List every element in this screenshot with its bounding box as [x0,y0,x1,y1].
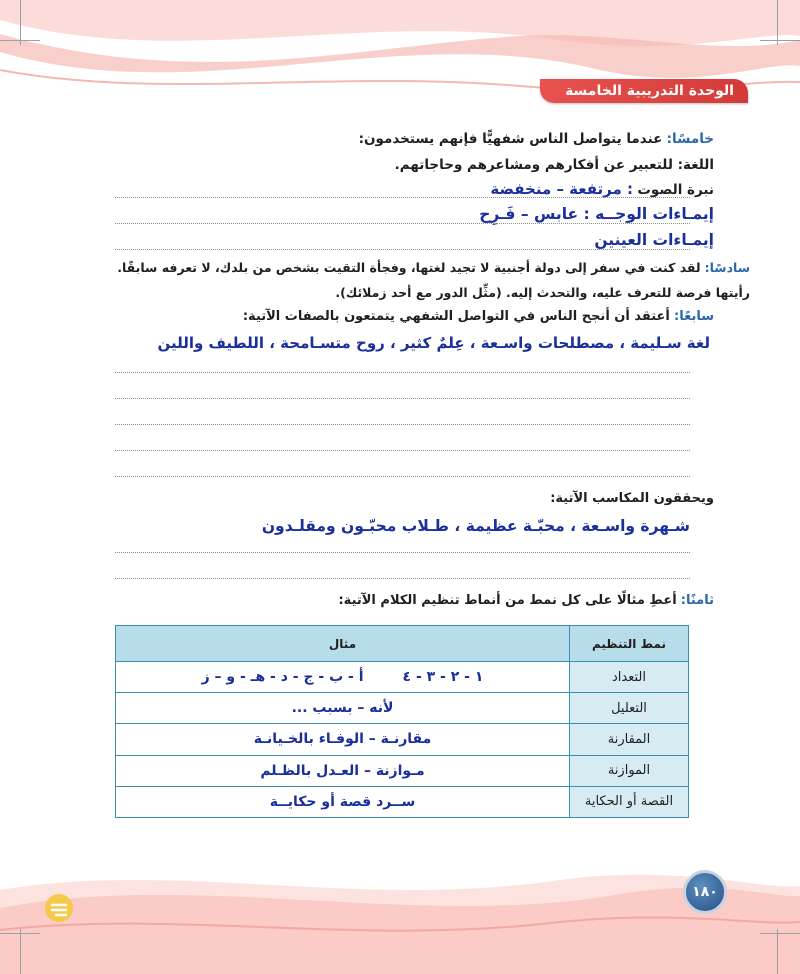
answer-dotted-line [115,552,690,553]
voice-tone-label: نبرة الصوت [637,182,714,198]
crop-mark [20,0,21,45]
answer-dotted-line [115,578,690,579]
answer-dotted-line [115,249,690,250]
table-header-kind: نمط التنظيم [570,626,689,662]
section7-prompt-line [243,309,714,324]
table-header-row [116,626,689,662]
table-cell-example: مقارنـة – الوفـاء بالخـيانـة [116,724,570,755]
unit-title-banner: الوحدة التدريبية الخامسة [540,79,748,103]
face-gestures-answer: إيمـاءات الوجــه : عابس – فَـرِح [479,205,714,223]
section7-qualities-answer: لغة سـليمة ، مصطلحات واسـعة ، عِلمٌ كثير ، روح متسـامحة ، اللطيف واللين [157,334,710,352]
section7-prompt: أعتقد أن أنجح الناس في التواصل الشفهي يتمتعون بالصفات الآتية: [242,309,670,324]
section7-label: سابعًا: [674,309,714,324]
crop-mark [760,933,800,934]
table-cell-example: ١ - ٢ - ٣ - ٤ أ - ب - ج - د - هـ - و – ز [116,662,570,693]
answer-dotted-line [115,223,690,224]
crop-mark [777,929,778,974]
table-cell-example: مـوازنة – العـدل بالظـلم [116,755,570,786]
section6-line1 [117,260,750,275]
table-row [116,693,689,724]
section5-prompt: عندما يتواصل الناس شفهيًّا فإنهم يستخدمون: [358,131,663,147]
table-cell-kind: التعداد [570,662,689,693]
section7-gains-prompt: ويحققون المكاسب الآتية: [550,491,714,506]
section6-text2: رأيتها فرصة للتعرف عليه، والتحدث إليه. (مثِّل الدور مع أحد زملائك). [335,285,750,300]
table-cell-kind: الموازنة [570,755,689,786]
section5-prompt-line [359,131,714,147]
answer-dotted-line [115,450,690,451]
answer-dotted-line [115,424,690,425]
table-cell-kind: القصة أو الحكاية [570,786,689,817]
eye-gestures-answer: إيمـاءات العينين [594,231,714,249]
crop-mark [0,40,40,41]
table-cell-kind: المقارنة [570,724,689,755]
answer-dotted-line [115,372,690,373]
answer-dotted-line [115,398,690,399]
table-row [116,786,689,817]
speech-organization-table [115,625,689,818]
table-header-example: مثال [116,626,570,662]
language-line: اللغة: للتعبير عن أفكارهم ومشاعرهم وحاجاتهم. [394,157,714,173]
table-cell-example: لأنه – بسبب ... [116,693,570,724]
publisher-logo-icon [44,893,74,923]
section7-gains-answer: شـهرة واسـعة ، محبّـة عظيمة ، طـلاب محبّـون ومقلـدون [261,517,690,535]
crop-mark [20,929,21,974]
table-row [116,755,689,786]
table-row [116,662,689,693]
answer-dotted-line [115,476,690,477]
section5-label: خامسًا: [666,131,714,147]
table-cell-kind: التعليل [570,693,689,724]
bottom-wave-decoration [0,850,800,974]
crop-mark [0,933,40,934]
section6-label: سادسًا: [704,260,750,275]
section8-prompt: أعطِ مثالًا على كل نمط من أنماط تنظيم الكلام الآتية: [338,593,677,608]
answer-dotted-line [115,197,690,198]
table-cell-example: ســرد قصة أو حكايــة [116,786,570,817]
section8-prompt-line [338,593,714,608]
voice-tone-line [490,180,714,198]
section8-label: ثامنًا: [680,593,714,608]
voice-tone-answer: : مرتفعة – منخفضة [490,180,634,198]
crop-mark [760,40,800,41]
table-row [116,724,689,755]
page-number-badge: ١٨٠ [683,870,727,914]
crop-mark [777,0,778,45]
section6-text1: لقد كنت في سفر إلى دولة أجنبية لا تجيد لغتها، وفجأة التقيت بشخص من بلدك، لا تعرفه سابقًا. [117,260,701,275]
